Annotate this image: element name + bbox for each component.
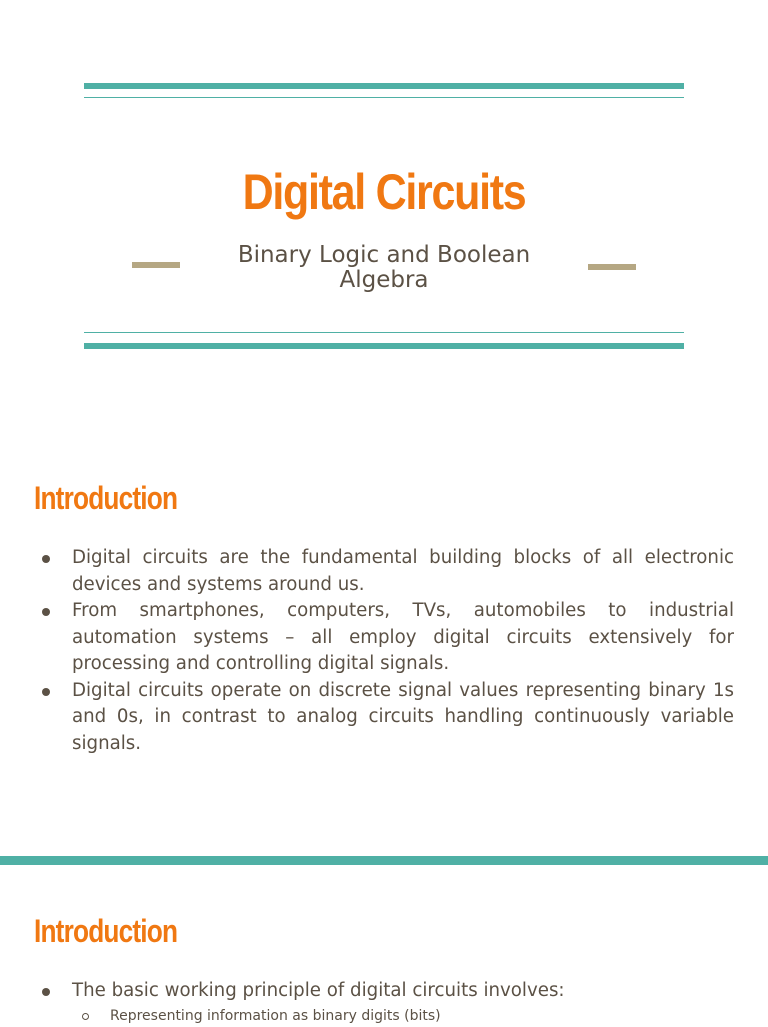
right-decorative-dash (588, 264, 636, 270)
bullet-item (38, 545, 734, 598)
bullet-item (38, 678, 734, 758)
sub-bullet-list (72, 1005, 734, 1027)
bullet-list (38, 978, 734, 1027)
bottom-thin-rule (84, 332, 684, 333)
bullet-text: Digital circuits are the fundamental building blocks of all electronic devices and systems around us. (72, 547, 734, 595)
sub-bullet-item (72, 1005, 734, 1027)
intro-slide-1 (0, 420, 768, 856)
bullet-item (38, 978, 734, 1027)
intro-slide-2 (0, 865, 768, 1024)
bullet-text: The basic working principle of digital circuits involves: (72, 980, 565, 1001)
bullet-dot-icon (42, 608, 50, 616)
bullet-dot-icon (42, 555, 50, 563)
sub-bullet-text: Representing information as binary digits (bits) (110, 1007, 441, 1024)
bullet-dot-icon (42, 688, 50, 696)
bullet-text: From smartphones, computers, TVs, automobiles to industrial automation systems – all employ digital circuits extensively for processing and controlling digital signals. (72, 600, 734, 674)
hollow-circle-icon (82, 1013, 89, 1020)
bullet-text: Digital circuits operate on discrete signal values representing binary 1s and 0s, in contrast to analog circuits handling continuously variable signals. (72, 679, 734, 754)
top-thin-rule (84, 97, 684, 98)
bottom-thick-rule (84, 343, 684, 349)
title-slide (0, 0, 768, 420)
bullet-list (38, 545, 734, 757)
top-thick-rule (84, 83, 684, 89)
bullet-dot-icon (42, 988, 50, 996)
section-heading: Introduction (34, 480, 178, 516)
bullet-item (38, 598, 734, 678)
section-heading: Introduction (34, 913, 178, 949)
presentation-subtitle: Binary Logic and Boolean Algebra (237, 242, 531, 293)
presentation-title: Digital Circuits (242, 164, 526, 220)
slide-separator (0, 856, 768, 865)
left-decorative-dash (132, 262, 180, 268)
